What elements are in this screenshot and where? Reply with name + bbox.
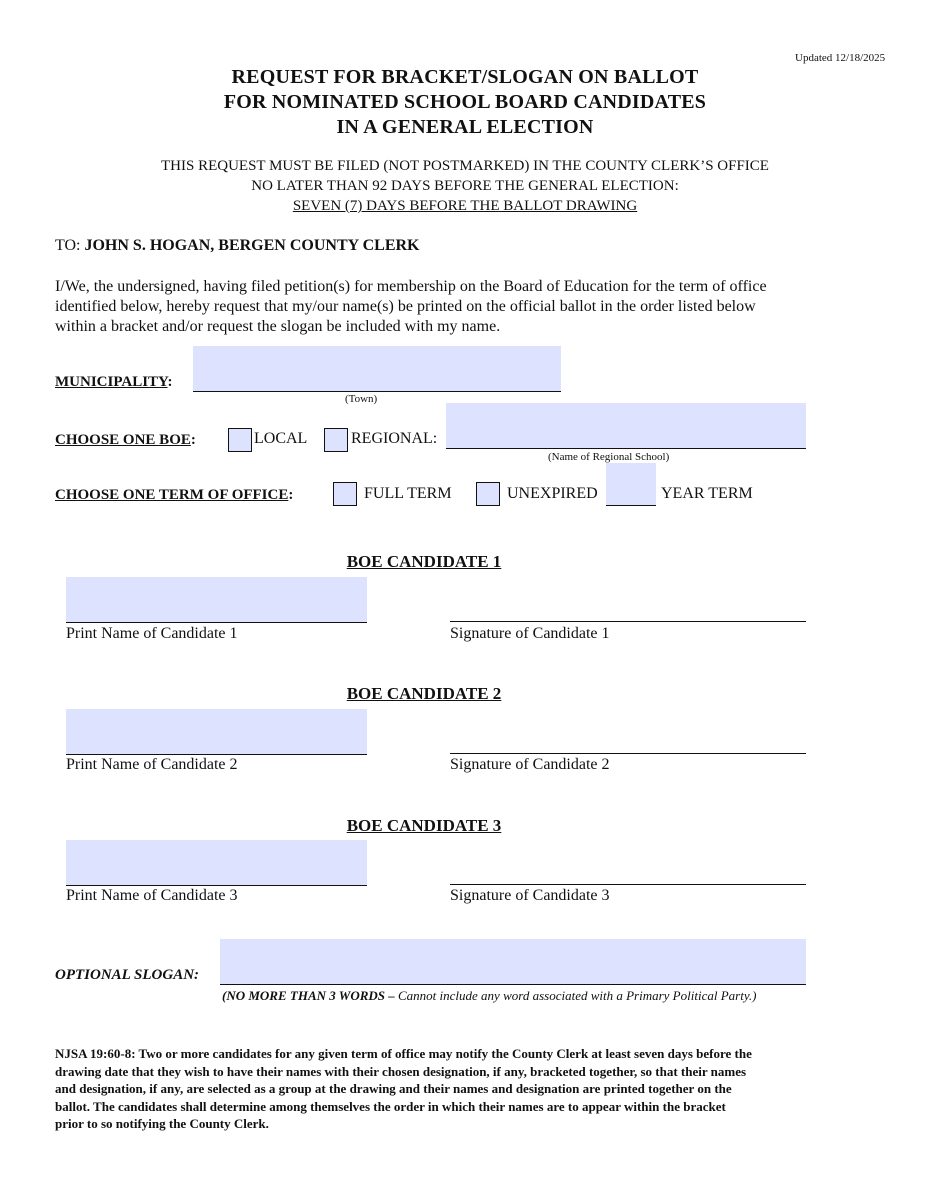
candidate-3-name-caption: Print Name of Candidate 3 [66, 887, 238, 904]
slogan-input[interactable] [220, 939, 806, 985]
clerk-name: JOHN S. HOGAN, BERGEN COUNTY CLERK [84, 237, 420, 254]
regional-label: REGIONAL: [351, 430, 438, 447]
slogan-label-row: OPTIONAL SLOGAN: [55, 967, 200, 983]
njsa-line-5: prior to so notifying the County Clerk. [55, 1116, 269, 1131]
notice-line-3: SEVEN (7) DAYS BEFORE THE BALLOT DRAWING [292, 198, 638, 214]
year-term-label: YEAR TERM [661, 485, 753, 502]
njsa-paragraph [55, 1045, 752, 1133]
term-years-input[interactable] [606, 463, 656, 506]
local-checkbox[interactable] [228, 428, 252, 452]
candidate-1-name-input[interactable] [66, 577, 367, 623]
intro-line-2: identified below, hereby request that my/our name(s) be printed on the official ballot in the order listed below [55, 298, 756, 315]
unexpired-checkbox[interactable] [476, 482, 500, 506]
regional-school-input[interactable] [446, 403, 806, 449]
municipality-caption: (Town) [345, 393, 378, 405]
full-term-checkbox[interactable] [333, 482, 357, 506]
njsa-line-4: ballot. The candidates shall determine among themselves the order in which their names are to appear within the bracket [55, 1098, 726, 1114]
regional-school-caption: (Name of Regional School) [548, 451, 670, 463]
candidate-2-signature-line[interactable] [450, 753, 806, 754]
boe-label: CHOOSE ONE BOE [55, 432, 191, 448]
full-term-label: FULL TERM [364, 485, 452, 502]
title-line-1: REQUEST FOR BRACKET/SLOGAN ON BALLOT [231, 66, 699, 88]
boe-label-row: CHOOSE ONE BOE: [55, 432, 196, 448]
candidate-2-signature-caption: Signature of Candidate 2 [450, 756, 610, 773]
municipality-label-row: MUNICIPALITY: [55, 374, 173, 390]
slogan-note-rest: Cannot include any word associated with a Primary Political Party.) [394, 988, 757, 1003]
title-line-3: IN A GENERAL ELECTION [336, 116, 594, 138]
to-prefix: TO: [55, 237, 81, 254]
slogan-note [222, 988, 756, 1004]
candidate-3-heading: BOE CANDIDATE 3 [346, 816, 502, 835]
term-label: CHOOSE ONE TERM OF OFFICE [55, 487, 289, 503]
regional-checkbox[interactable] [324, 428, 348, 452]
municipality-label: MUNICIPALITY [55, 374, 168, 390]
notice-line-1: THIS REQUEST MUST BE FILED (NOT POSTMARKED) IN THE COUNTY CLERK’S OFFICE [161, 158, 769, 174]
candidate-3-signature-line[interactable] [450, 884, 806, 885]
intro-line-1: I/We, the undersigned, having filed petition(s) for membership on the Board of Education for the term of office [55, 278, 767, 295]
local-label: LOCAL [254, 430, 308, 447]
candidate-2-name-input[interactable] [66, 709, 367, 755]
intro-line-3: within a bracket and/or request the slogan be included with my name. [55, 318, 501, 335]
candidate-1-signature-line[interactable] [450, 621, 806, 622]
slogan-note-bold: (NO MORE THAN 3 WORDS – [222, 988, 395, 1003]
slogan-label: OPTIONAL SLOGAN [55, 967, 195, 983]
njsa-line-2: drawing date that they wish to have their names with their chosen designation, if any, bracketed together, so that their names [55, 1063, 747, 1079]
candidate-1-signature-caption: Signature of Candidate 1 [450, 625, 610, 642]
njsa-line-3: and designation, if any, are selected as a group at the drawing and their names and designation are printed together on the [55, 1081, 732, 1096]
term-label-row: CHOOSE ONE TERM OF OFFICE: [55, 487, 294, 503]
notice-line-2: NO LATER THAN 92 DAYS BEFORE THE GENERAL ELECTION: [251, 178, 679, 194]
candidate-1-name-caption: Print Name of Candidate 1 [66, 625, 238, 642]
updated-date: Updated 12/18/2025 [795, 52, 886, 64]
candidate-3-name-input[interactable] [66, 840, 367, 886]
candidate-3-signature-caption: Signature of Candidate 3 [450, 887, 610, 904]
candidate-2-heading: BOE CANDIDATE 2 [346, 684, 502, 703]
to-line [55, 237, 419, 255]
candidate-2-name-caption: Print Name of Candidate 2 [66, 756, 238, 773]
unexpired-label: UNEXPIRED [507, 485, 598, 502]
title-line-2: FOR NOMINATED SCHOOL BOARD CANDIDATES [223, 91, 707, 113]
municipality-input[interactable] [193, 346, 561, 392]
candidate-1-heading: BOE CANDIDATE 1 [346, 552, 502, 571]
njsa-line-1: NJSA 19:60-8: Two or more candidates for any given term of office may notify the County Clerk at least seven days before the [55, 1046, 752, 1061]
